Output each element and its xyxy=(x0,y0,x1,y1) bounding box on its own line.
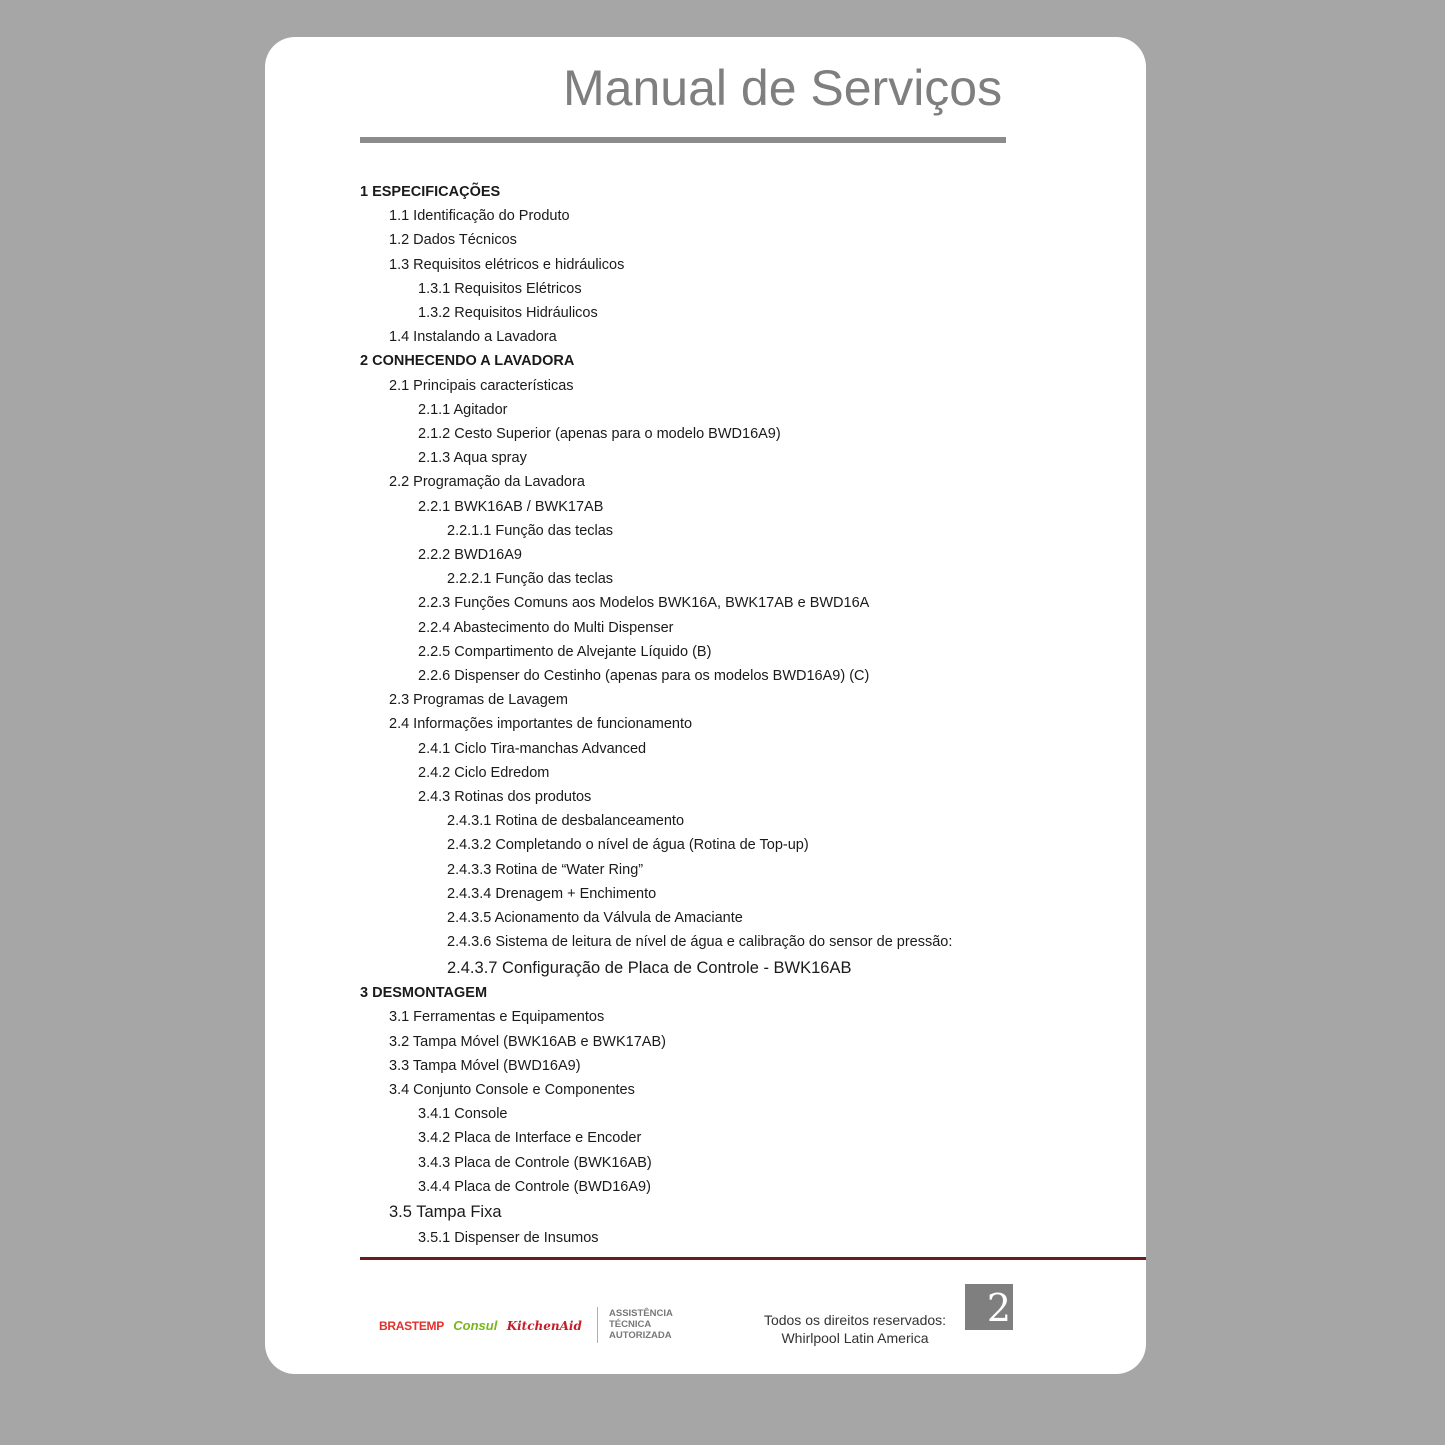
toc-entry[interactable]: 2.4.3.1 Rotina de desbalanceamento xyxy=(447,813,685,829)
toc-entry[interactable]: 3.4 Conjunto Console e Componentes xyxy=(389,1082,635,1098)
toc-entry[interactable]: 2.2.1 BWK16AB / BWK17AB xyxy=(418,499,604,515)
brastemp-logo: BRASTEMP xyxy=(379,1319,444,1333)
toc-entry[interactable]: 3.4.3 Placa de Controle (BWK16AB) xyxy=(418,1155,652,1171)
toc-entry[interactable]: 2.2.6 Dispenser do Cestinho (apenas para os modelos BWD16A9) (C) xyxy=(418,668,870,684)
toc-entry[interactable]: 3.3 Tampa Móvel (BWD16A9) xyxy=(389,1058,581,1074)
logo-divider xyxy=(597,1307,598,1343)
brand-logos xyxy=(379,1318,582,1333)
toc-entry[interactable]: 3 DESMONTAGEM xyxy=(360,985,488,1001)
toc-entry[interactable]: 2.4.3.4 Drenagem + Enchimento xyxy=(447,886,657,902)
toc-entry[interactable]: 2.2 Programação da Lavadora xyxy=(389,474,585,490)
assistencia-tecnica-logo xyxy=(609,1308,673,1341)
toc-entry[interactable]: 2.4.1 Ciclo Tira-manchas Advanced xyxy=(418,741,647,757)
toc-entry[interactable]: 2.4.3.3 Rotina de “Water Ring” xyxy=(447,862,644,878)
toc-entry[interactable]: 3.1 Ferramentas e Equipamentos xyxy=(389,1009,605,1025)
toc-entry[interactable]: 2.1.3 Aqua spray xyxy=(418,450,527,466)
consul-logo: Consul xyxy=(453,1318,498,1333)
toc-entry[interactable]: 2.4.3.7 Configuração de Placa de Controle - BWK16AB xyxy=(447,959,852,977)
assist-line: ASSISTÊNCIA xyxy=(609,1308,673,1319)
toc-entry[interactable]: 2.4.3 Rotinas dos produtos xyxy=(418,789,592,805)
toc-entry[interactable]: 3.4.4 Placa de Controle (BWD16A9) xyxy=(418,1179,651,1195)
kitchenaid-logo: KitchenAid xyxy=(506,1319,582,1333)
toc-entry[interactable]: 1.3.2 Requisitos Hidráulicos xyxy=(418,305,598,321)
toc-entry[interactable]: 1.3 Requisitos elétricos e hidráulicos xyxy=(389,257,625,273)
toc-entry[interactable]: 1.4 Instalando a Lavadora xyxy=(389,329,557,345)
toc-entry[interactable]: 2.2.3 Funções Comuns aos Modelos BWK16A, BWK17AB e BWD16A xyxy=(418,595,870,611)
toc-entry[interactable]: 2.1 Principais características xyxy=(389,378,574,394)
footer-divider xyxy=(360,1257,1146,1260)
assist-line: TÉCNICA xyxy=(609,1319,652,1330)
copyright-notice xyxy=(745,1311,965,1347)
rights-line-2: Whirlpool Latin America xyxy=(781,1330,929,1346)
toc-entry[interactable]: 3.4.1 Console xyxy=(418,1106,508,1122)
toc-entry[interactable]: 2.4.3.5 Acionamento da Válvula de Amaciante xyxy=(447,910,743,926)
toc-entry[interactable]: 2.4.2 Ciclo Edredom xyxy=(418,765,550,781)
toc-entry[interactable]: 1 ESPECIFICAÇÕES xyxy=(360,184,501,200)
toc-entry[interactable]: 2.1.1 Agitador xyxy=(418,402,508,418)
page-number: 2 xyxy=(986,1286,1011,1330)
toc-entry[interactable]: 2.2.1.1 Função das teclas xyxy=(447,523,614,539)
toc-entry[interactable]: 2.3 Programas de Lavagem xyxy=(389,692,568,708)
toc-entry[interactable]: 1.1 Identificação do Produto xyxy=(389,208,570,224)
toc-entry[interactable]: 2.2.2.1 Função das teclas xyxy=(447,571,614,587)
toc-entry[interactable]: 1.2 Dados Técnicos xyxy=(389,232,517,248)
toc-entry[interactable]: 3.2 Tampa Móvel (BWK16AB e BWK17AB) xyxy=(389,1034,666,1050)
assist-line: AUTORIZADA xyxy=(609,1330,672,1341)
toc-entry[interactable]: 3.4.2 Placa de Interface e Encoder xyxy=(418,1130,642,1146)
rights-line-1: Todos os direitos reservados: xyxy=(763,1312,947,1328)
toc-entry[interactable]: 1.3.1 Requisitos Elétricos xyxy=(418,281,582,297)
page-number-box xyxy=(965,1284,1013,1330)
toc-entry[interactable]: 2.4.3.2 Completando o nível de água (Rotina de Top-up) xyxy=(447,837,809,853)
toc-entry[interactable]: 2.2.4 Abastecimento do Multi Dispenser xyxy=(418,620,674,636)
title-divider xyxy=(360,137,1006,143)
toc-entry[interactable]: 2.4 Informações importantes de funcionamento xyxy=(389,716,693,732)
toc-entry[interactable]: 2.2.2 BWD16A9 xyxy=(418,547,522,563)
toc-entry[interactable]: 3.5.1 Dispenser de Insumos xyxy=(418,1230,599,1246)
toc-entry[interactable]: 2 CONHECENDO A LAVADORA xyxy=(360,353,575,369)
toc-entry[interactable]: 2.1.2 Cesto Superior (apenas para o modelo BWD16A9) xyxy=(418,426,781,442)
toc-entry[interactable]: 2.2.5 Compartimento de Alvejante Líquido (B) xyxy=(418,644,712,660)
page-title: Manual de Serviços xyxy=(563,60,1003,116)
manual-page xyxy=(265,37,1146,1374)
toc-entry[interactable]: 2.4.3.6 Sistema de leitura de nível de água e calibração do sensor de pressão: xyxy=(447,934,953,950)
toc-entry[interactable]: 3.5 Tampa Fixa xyxy=(389,1203,502,1221)
